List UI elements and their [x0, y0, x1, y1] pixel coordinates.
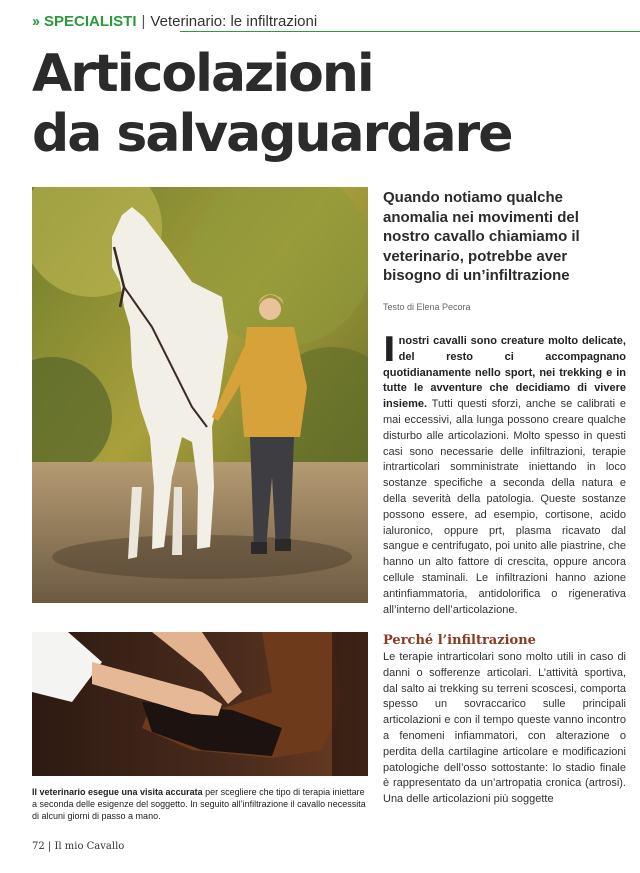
byline: Testo di Elena Pecora — [383, 302, 471, 312]
title-line-1: Articolazioni — [32, 44, 373, 104]
photo-caption — [32, 786, 372, 822]
section-topic: Veterinario: le infiltrazioni — [150, 13, 318, 30]
article-title — [32, 44, 622, 164]
caption-text: per scegliere che tipo di terapia iniettare a seconda delle esigenze del soggetto. In seguito all’infiltrazione il cavallo necessita di alcuni giorni di passo a mano. — [32, 787, 366, 821]
section-header — [32, 12, 317, 32]
subheading: Perché l’infiltrazione — [383, 633, 536, 648]
photo-vet-examining-hoof — [32, 632, 368, 776]
caption-bold: Il veterinario esegue una visita accurata — [32, 787, 203, 797]
article-body-intro — [383, 330, 626, 618]
chevrons-icon: ›› — [32, 13, 38, 30]
section-name: SPECIALISTI — [44, 13, 137, 30]
article-body-section: Le terapie intrarticolari sono molto utili in caso di danni o sofferenze articolari. L’attività sportiva, dal salto ai trekking su terreni scoscesi, comporta spesso un sovraccarico sulle principali articolazioni e con il tempo queste vanno incontro a fenomeni infiammatori, con alterazione o perdita della cartilagine articolare e modificazioni patologiche dell’osso sottostante: lo stadio finale è rappresentato da un’artropatia cronica (artrosi). Una delle articolazioni più soggette — [383, 651, 626, 806]
intro-text: Tutti questi sforzi, anche se calibrati e mai eccessivi, alla lunga possono creare qualche disturbo alle articolazioni. Molto spesso in questi casi sono necessarie delle infiltrazioni, terapie intrarticolari somministrate iniettando in loco sostanze specifiche a seconda della natura e della severità della patologia. Queste sostanze possono essere, ad esempio, cortisone, acido ialuronico, oppure prt, plasma ricavato dal sangue e centrifugato, poi unito alle piastrine, che hanno un alto fattore di crescita, oppure ancora cellule staminali. Le infiltrazioni hanno azione antinfiammatoria, antidolorifica o rigenerativa all’interno dell’articolazione. — [383, 398, 626, 616]
photo-woman-leading-white-horse — [32, 187, 368, 603]
intro-bold: nostri cavalli sono creature molto delicate, del resto ci accompagnano quotidianamente nello sport, nei trekking e in tutte le avventure che decidiamo di vivere insieme. — [383, 335, 626, 411]
header-separator: | — [141, 13, 146, 30]
title-line-2: da salvaguardare — [32, 104, 512, 164]
header-rule — [180, 31, 640, 32]
drop-cap: I — [383, 330, 396, 370]
article-lead: Quando notiamo qualche anomalia nei movimenti del nostro cavallo chiamiamo il veterinario, potrebbe aver bisogno di un’infiltrazione — [383, 189, 580, 284]
page-footer: 72 | Il mio Cavallo — [32, 841, 125, 852]
